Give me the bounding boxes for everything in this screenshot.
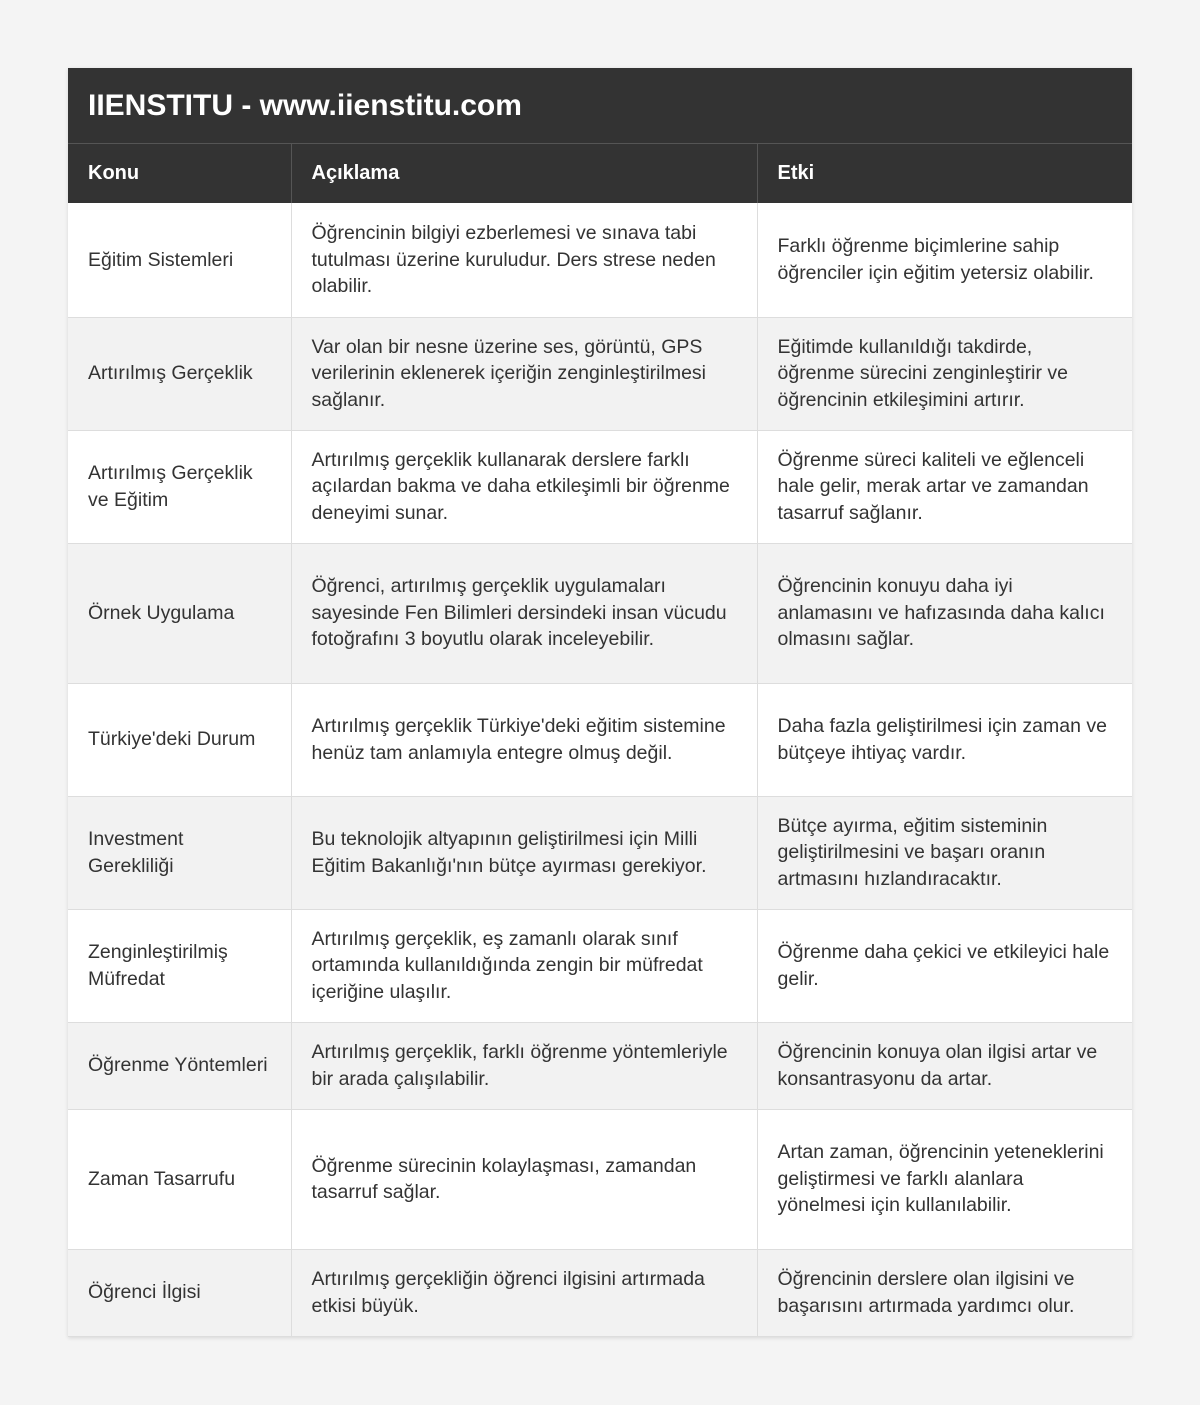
cell-aciklama: Bu teknolojik altyapının geliştirilmesi için Milli Eğitim Bakanlığı'nın bütçe ayırması gerekiyor.	[291, 796, 757, 909]
cell-aciklama: Artırılmış gerçeklik, eş zamanlı olarak sınıf ortamında kullanıldığında zengin bir müfredat içeriğine ulaşılır.	[291, 909, 757, 1022]
table-row	[68, 796, 1132, 909]
cell-etki: Eğitimde kullanıldığı takdirde, öğrenme sürecini zenginleştirir ve öğrencinin etkileşimini artırır.	[757, 317, 1132, 430]
column-header-aciklama: Açıklama	[291, 144, 757, 203]
table-row	[68, 909, 1132, 1022]
content-table	[68, 144, 1132, 1337]
cell-aciklama: Öğrenme sürecinin kolaylaşması, zamandan tasarruf sağlar.	[291, 1109, 757, 1249]
cell-aciklama: Artırılmış gerçeklik, farklı öğrenme yöntemleriyle bir arada çalışılabilir.	[291, 1022, 757, 1109]
column-header-konu: Konu	[68, 144, 291, 203]
table-row	[68, 1249, 1132, 1336]
cell-konu: Öğrenci İlgisi	[68, 1249, 291, 1336]
table-row	[68, 203, 1132, 317]
table-card	[68, 68, 1132, 1337]
cell-konu: Artırılmış Gerçeklik ve Eğitim	[68, 430, 291, 543]
cell-konu: Türkiye'deki Durum	[68, 683, 291, 796]
cell-etki: Artan zaman, öğrencinin yeteneklerini geliştirmesi ve farklı alanlara yönelmesi için kullanılabilir.	[757, 1109, 1132, 1249]
cell-etki: Öğrencinin konuyu daha iyi anlamasını ve hafızasında daha kalıcı olmasını sağlar.	[757, 543, 1132, 683]
cell-etki: Öğrencinin derslere olan ilgisini ve başarısını artırmada yardımcı olur.	[757, 1249, 1132, 1336]
cell-etki: Öğrencinin konuya olan ilgisi artar ve konsantrasyonu da artar.	[757, 1022, 1132, 1109]
cell-aciklama: Artırılmış gerçekliğin öğrenci ilgisini artırmada etkisi büyük.	[291, 1249, 757, 1336]
cell-aciklama: Öğrencinin bilgiyi ezberlemesi ve sınava tabi tutulması üzerine kuruludur. Ders strese neden olabilir.	[291, 203, 757, 317]
table-row	[68, 1109, 1132, 1249]
cell-konu: Zaman Tasarrufu	[68, 1109, 291, 1249]
cell-aciklama: Var olan bir nesne üzerine ses, görüntü, GPS verilerinin eklenerek içeriğin zenginleştirilmesi sağlanır.	[291, 317, 757, 430]
cell-konu: Zenginleştirilmiş Müfredat	[68, 909, 291, 1022]
cell-aciklama: Artırılmış gerçeklik kullanarak derslere farklı açılardan bakma ve daha etkileşimli bir öğrenme deneyimi sunar.	[291, 430, 757, 543]
table-row	[68, 1022, 1132, 1109]
cell-konu: Örnek Uygulama	[68, 543, 291, 683]
cell-konu: Artırılmış Gerçeklik	[68, 317, 291, 430]
cell-etki: Öğrenme daha çekici ve etkileyici hale gelir.	[757, 909, 1132, 1022]
cell-etki: Bütçe ayırma, eğitim sisteminin geliştirilmesini ve başarı oranın artmasını hızlandıracaktır.	[757, 796, 1132, 909]
cell-konu: Öğrenme Yöntemleri	[68, 1022, 291, 1109]
cell-aciklama: Artırılmış gerçeklik Türkiye'deki eğitim sistemine henüz tam anlamıyla entegre olmuş değil.	[291, 683, 757, 796]
cell-etki: Farklı öğrenme biçimlerine sahip öğrenciler için eğitim yetersiz olabilir.	[757, 203, 1132, 317]
cell-etki: Öğrenme süreci kaliteli ve eğlenceli hale gelir, merak artar ve zamandan tasarruf sağlanır.	[757, 430, 1132, 543]
cell-aciklama: Öğrenci, artırılmış gerçeklik uygulamaları sayesinde Fen Bilimleri dersindeki insan vücudu fotoğrafını 3 boyutlu olarak inceleyebilir.	[291, 543, 757, 683]
header-row	[68, 144, 1132, 203]
cell-konu: Investment Gerekliliği	[68, 796, 291, 909]
table-row	[68, 543, 1132, 683]
table-row	[68, 317, 1132, 430]
cell-etki: Daha fazla geliştirilmesi için zaman ve bütçeye ihtiyaç vardır.	[757, 683, 1132, 796]
table-row	[68, 430, 1132, 543]
table-row	[68, 683, 1132, 796]
cell-konu: Eğitim Sistemleri	[68, 203, 291, 317]
column-header-etki: Etki	[757, 144, 1132, 203]
table-title: IIENSTITU - www.iienstitu.com	[68, 68, 1132, 144]
